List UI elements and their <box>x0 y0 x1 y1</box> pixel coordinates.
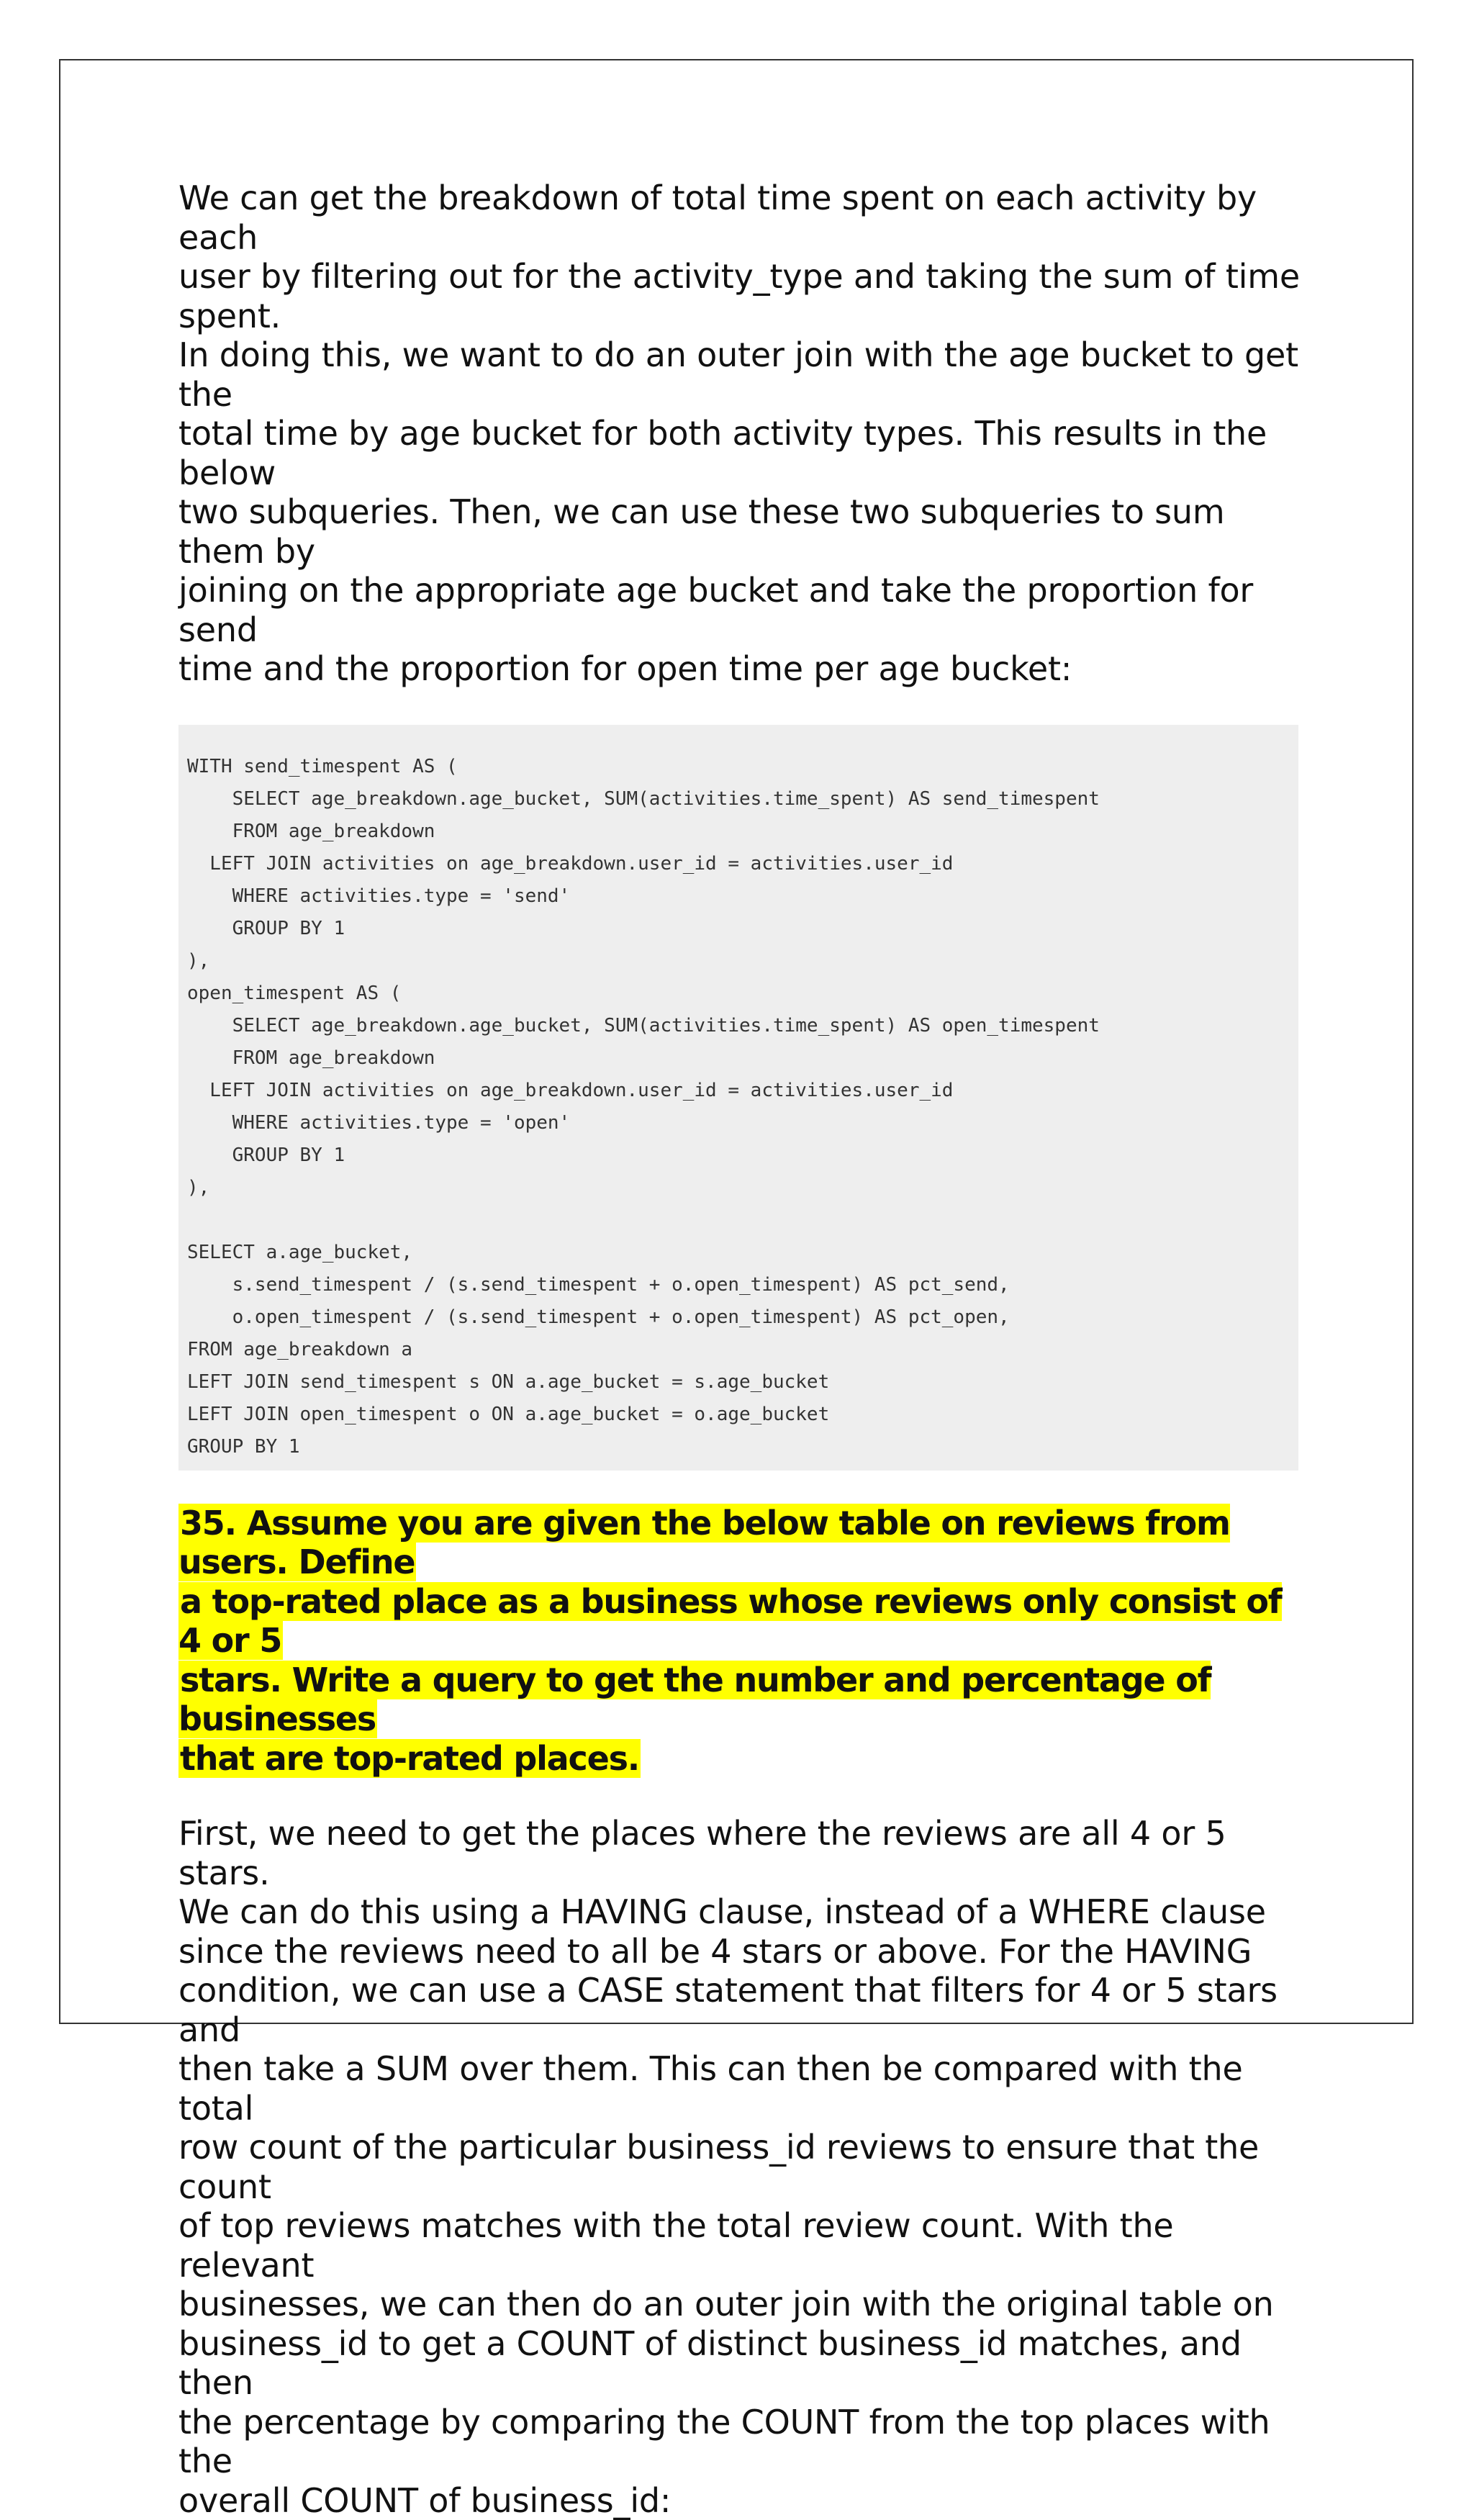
question-line <box>178 1504 1301 1582</box>
code-line: LEFT JOIN activities on age_breakdown.user_id = activities.user_id <box>187 1075 1290 1107</box>
question-heading <box>178 1504 1301 1779</box>
question-line-text: 35. Assume you are given the below table on reviews from users. Define <box>178 1504 1230 1582</box>
question-line-text: stars. Write a query to get the number and percentage of businesses <box>178 1661 1211 1739</box>
question-line-text: a top-rated place as a business whose reviews only consist of 4 or 5 <box>178 1582 1282 1661</box>
answer-line: then take a SUM over them. This can then be compared with the total <box>178 2049 1301 2128</box>
code-line: GROUP BY 1 <box>187 1139 1290 1172</box>
answer-paragraph <box>178 1814 1301 2520</box>
code-line: LEFT JOIN activities on age_breakdown.user_id = activities.user_id <box>187 848 1290 880</box>
intro-line: We can get the breakdown of total time spent on each activity by each <box>178 179 1301 257</box>
intro-paragraph <box>178 179 1301 689</box>
code-line: o.open_timespent / (s.send_timespent + o.open_timespent) AS pct_open, <box>187 1301 1290 1334</box>
intro-line: two subqueries. Then, we can use these two subqueries to sum them by <box>178 492 1301 571</box>
answer-line: business_id to get a COUNT of distinct business_id matches, and then <box>178 2324 1301 2403</box>
answer-line: overall COUNT of business_id: <box>178 2481 1301 2520</box>
answer-line: the percentage by comparing the COUNT from the top places with the <box>178 2403 1301 2481</box>
answer-line: row count of the particular business_id reviews to ensure that the count <box>178 2128 1301 2206</box>
code-line: FROM age_breakdown a <box>187 1334 1290 1366</box>
question-line <box>178 1739 1301 1779</box>
code-line: GROUP BY 1 <box>187 913 1290 945</box>
intro-line: total time by age bucket for both activity types. This results in the below <box>178 414 1301 492</box>
code-line: WHERE activities.type = 'send' <box>187 880 1290 913</box>
sql-code-block <box>178 725 1298 1471</box>
code-line: LEFT JOIN send_timespent s ON a.age_bucket = s.age_bucket <box>187 1366 1290 1399</box>
code-line: ), <box>187 1172 1290 1204</box>
intro-line: time and the proportion for open time per age bucket: <box>178 649 1301 689</box>
code-line: SELECT age_breakdown.age_bucket, SUM(activities.time_spent) AS send_timespent <box>187 783 1290 816</box>
code-line: s.send_timespent / (s.send_timespent + o.open_timespent) AS pct_send, <box>187 1269 1290 1301</box>
code-line: GROUP BY 1 <box>187 1431 1290 1463</box>
code-line: LEFT JOIN open_timespent o ON a.age_bucket = o.age_bucket <box>187 1399 1290 1431</box>
code-line: WITH send_timespent AS ( <box>187 751 1290 783</box>
intro-line: joining on the appropriate age bucket and take the proportion for send <box>178 571 1301 649</box>
intro-line: In doing this, we want to do an outer join with the age bucket to get the <box>178 335 1301 414</box>
code-line: SELECT a.age_bucket, <box>187 1237 1290 1269</box>
answer-line: since the reviews need to all be 4 stars or above. For the HAVING <box>178 1932 1301 1972</box>
code-line: ), <box>187 945 1290 977</box>
answer-line: businesses, we can then do an outer join with the original table on <box>178 2285 1301 2324</box>
code-line: SELECT age_breakdown.age_bucket, SUM(activities.time_spent) AS open_timespent <box>187 1010 1290 1042</box>
question-line <box>178 1661 1301 1739</box>
answer-line: First, we need to get the places where the reviews are all 4 or 5 stars. <box>178 1814 1301 1892</box>
answer-line: of top reviews matches with the total review count. With the relevant <box>178 2206 1301 2285</box>
code-line: open_timespent AS ( <box>187 977 1290 1010</box>
code-line: WHERE activities.type = 'open' <box>187 1107 1290 1139</box>
intro-line: user by filtering out for the activity_type and taking the sum of time spent. <box>178 257 1301 335</box>
code-line: FROM age_breakdown <box>187 816 1290 848</box>
document-content <box>178 179 1301 2520</box>
question-line-text: that are top-rated places. <box>178 1739 641 1778</box>
question-line <box>178 1582 1301 1661</box>
code-line: FROM age_breakdown <box>187 1042 1290 1075</box>
code-line <box>187 1204 1290 1237</box>
answer-line: condition, we can use a CASE statement that filters for 4 or 5 stars and <box>178 1971 1301 2049</box>
answer-line: We can do this using a HAVING clause, instead of a WHERE clause <box>178 1892 1301 1932</box>
